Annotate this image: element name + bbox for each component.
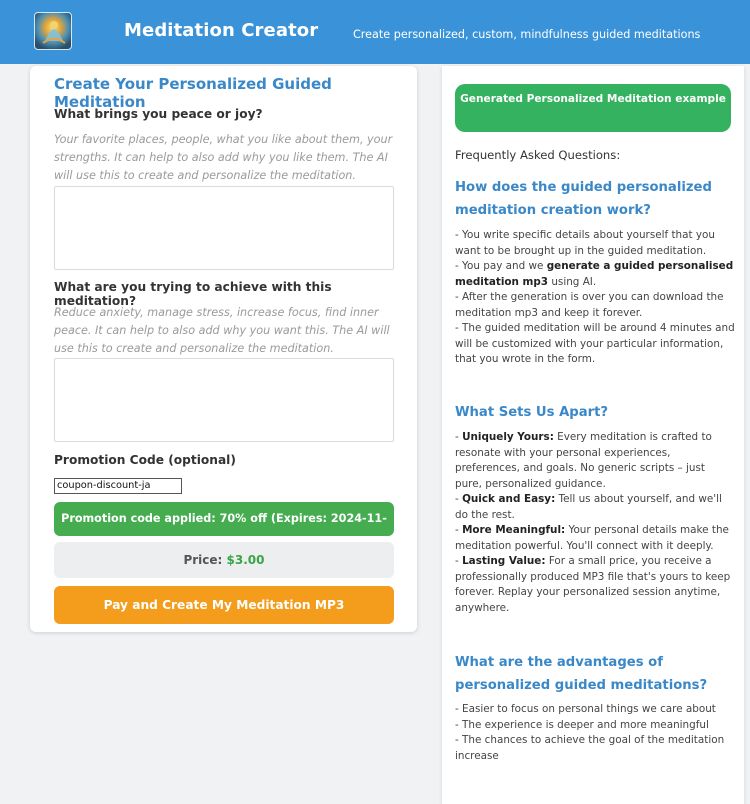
list-item: - The chances to achieve the goal of the meditation increase [455, 734, 725, 762]
list-item: - Easier to focus on personal things we care about [455, 703, 716, 715]
list-item: - The guided meditation will be around 4 minutes and will be customized with your particular information, that you wrote in the form. [455, 322, 735, 365]
faq-heading: Frequently Asked Questions: [455, 148, 621, 162]
goal-textarea[interactable] [54, 358, 394, 442]
faq-section-body [455, 702, 735, 764]
list-item: - More Meaningful: Your personal details make the meditation powerful. You'll connect with it deeply. [455, 524, 729, 552]
promo-code-label: Promotion Code (optional) [54, 453, 236, 467]
faq-section-body [455, 228, 735, 368]
faq-section-title: How does the guided personalized meditation creation work? [455, 180, 712, 218]
pay-create-button[interactable]: Pay and Create My Meditation MP3 [54, 586, 394, 624]
list-item: - After the generation is over you can download the meditation mp3 and keep it forever. [455, 291, 724, 319]
faq-section-body [455, 430, 735, 616]
promo-applied-banner: Promotion code applied: 70% off (Expires: 2024-11- [54, 502, 394, 536]
list-item: - You write specific details about yourself that you want to be brought up in the guided meditation. [455, 229, 715, 257]
price-label: Price: [183, 553, 223, 567]
faq-section-title: What are the advantages of personalized guided meditations? [455, 655, 708, 693]
goal-hint: Reduce anxiety, manage stress, increase focus, find inner peace. It can help to also add why you want this. The AI will use this to create and personalize the meditation. [54, 306, 390, 355]
meditation-form-card [30, 66, 417, 632]
list-item: - Uniquely Yours: Every meditation is crafted to resonate with your personal experiences, preferences, and goals. No generic scripts – just pure, personalized guidance. [455, 431, 712, 490]
faq-card [442, 66, 744, 804]
app-title[interactable]: Meditation Creator [124, 20, 319, 41]
price-value: $3.00 [226, 553, 265, 567]
goal-label: What are you trying to achieve with this meditation? [54, 280, 332, 308]
list-item: - Quick and Easy: Tell us about yourself, and we'll do the rest. [455, 493, 722, 521]
form-title: Create Your Personalized Guided Meditation [54, 75, 332, 111]
price-box [54, 542, 394, 578]
peace-joy-hint: Your favorite places, people, what you like about them, your strengths. It can help to also add why you like them. The AI will use this to create and personalize the meditation. [54, 133, 393, 182]
list-item: - The experience is deeper and more meaningful [455, 718, 709, 731]
app-header [0, 0, 750, 64]
list-item: - You pay and we generate a guided personalised meditation mp3 using AI. [455, 260, 734, 288]
list-item: - Lasting Value: For a small price, you receive a professionally produced MP3 file that's yours to keep forever. Replay your personalized session anytime, anywhere. [455, 555, 731, 614]
faq-section-title: What Sets Us Apart? [455, 405, 609, 420]
example-meditation-button[interactable]: Generated Personalized Meditation example [455, 84, 731, 132]
promo-code-input[interactable]: coupon-discount-ja [54, 478, 182, 494]
peace-joy-label: What brings you peace or joy? [54, 107, 263, 121]
app-subtitle: Create personalized, custom, mindfulness guided meditations [353, 28, 701, 41]
peace-joy-textarea[interactable] [54, 186, 394, 270]
meditation-logo-icon[interactable] [34, 12, 72, 50]
